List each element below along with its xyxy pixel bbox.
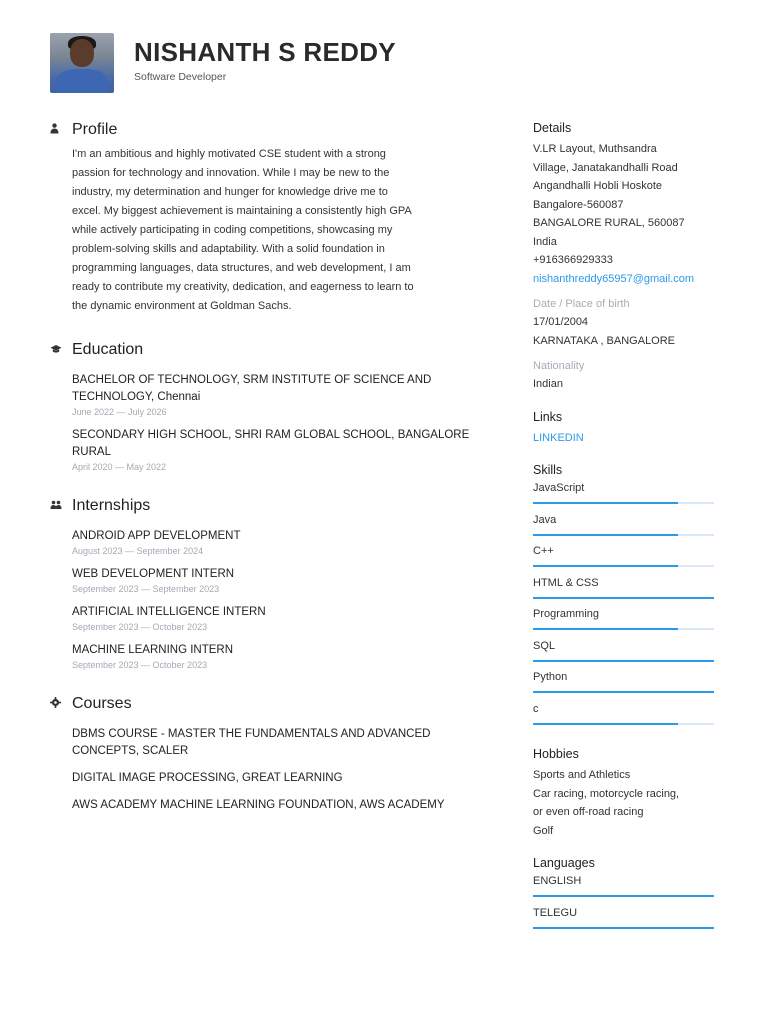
languages-block [533,856,723,935]
profile-heading: Profile [72,121,118,138]
skill-level-bar [533,660,714,662]
skill-level-fill [533,597,714,599]
hobby-line: or even off-road racing [533,806,644,818]
email-link[interactable]: nishanthreddy65957@gmail.com [533,272,694,285]
skill-level-fill [533,628,678,630]
education-title: SECONDARY HIGH SCHOOL, SHRI RAM GLOBAL SCHOOL, BANGALORE RURAL [72,429,470,458]
hobby-line: Golf [533,824,554,837]
course-item: DIGITAL IMAGE PROCESSING, GREAT LEARNING [72,772,343,784]
education-dates: April 2020 — May 2022 [72,462,167,472]
internship-entry [72,528,500,556]
skill-name: C++ [533,545,554,557]
links-heading: Links [533,409,563,424]
language-item [533,872,723,904]
profile-line: programming languages, data structures, and web development, I am [72,262,411,274]
profile-line: industry, my determination and hunger for knowledge drive me to [72,186,388,198]
language-level-bar [533,895,714,897]
skill-item [533,511,723,543]
course-item: AWS ACADEMY MACHINE LEARNING FOUNDATION, AWS ACADEMY [72,799,445,811]
nationality: Indian [533,378,563,390]
internship-dates: September 2023 — September 2023 [72,584,220,594]
internships-heading: Internships [72,497,151,514]
skill-name: Programming [533,608,600,620]
skill-level-fill [533,723,678,725]
profile-text [72,145,500,316]
sidebar [533,121,723,951]
details-heading: Details [533,121,572,135]
linkedin-link[interactable]: LINKEDIN [533,431,584,444]
courses-heading: Courses [72,695,132,712]
languages-list [533,872,723,935]
skill-name: SQL [533,639,556,652]
profile-line: the dynamic environment at Goldman Sachs. [72,300,292,312]
courses-header [50,692,500,716]
job-title: Software Developer [134,71,227,83]
skill-item [533,668,723,700]
skills-block [533,463,723,731]
birth-place: KARNATAKA , BANGALORE [533,334,676,347]
skill-level-bar [533,502,714,504]
hobby-line: Car racing, motorcycle racing, [533,787,680,800]
language-level-fill [533,927,714,929]
education-header [50,338,500,362]
internship-title: WEB DEVELOPMENT INTERN [72,568,235,580]
address-line: Bangalore-560087 [533,198,624,211]
people-icon [50,500,72,513]
profile-line: excel. My biggest achievement is maintaining a consistently high GPA [72,205,412,217]
skill-item [533,637,723,669]
birth-label: Date / Place of birth [533,298,630,310]
skill-name: HTML & CSS [533,576,599,589]
profile-section [50,118,500,316]
internship-entry [72,566,500,594]
name-block [134,37,396,83]
language-item [533,904,723,936]
skill-level-fill [533,534,678,536]
skill-level-bar [533,723,714,725]
internship-entry [72,604,500,632]
courses-section [50,692,500,814]
skill-level-bar [533,597,714,599]
internship-dates: September 2023 — October 2023 [72,660,208,670]
skill-name: c [533,702,539,715]
skill-level-bar [533,628,714,630]
internships-header [50,494,500,518]
address-line: BANGALORE RURAL, 560087 [533,217,685,229]
internships-section [50,494,500,670]
skill-level-fill [533,691,714,693]
profile-header [50,118,500,142]
internship-title: ARTIFICIAL INTELLIGENCE INTERN [72,606,266,618]
profile-line: while actively participating in coding competitions, showcasing my [72,224,393,236]
education-title: BACHELOR OF TECHNOLOGY, SRM INSTITUTE OF SCIENCE AND TECHNOLOGY, Chennai [72,374,432,403]
internship-title: MACHINE LEARNING INTERN [72,644,234,656]
hobbies-text [533,766,723,840]
main-column [50,118,500,836]
skill-item [533,479,723,511]
language-level-bar [533,927,714,929]
skill-name: JavaScript [533,482,585,494]
skill-item [533,574,723,606]
candidate-name: NISHANTH S REDDY [134,37,396,67]
resume-header [50,33,396,93]
languages-heading: Languages [533,856,595,870]
skills-heading: Skills [533,463,563,477]
profile-line: passion for technology and innovation. While I may be new to the [72,167,390,179]
graduation-cap-icon [50,344,72,357]
address-line: Angandhalli Hobli Hoskote [533,180,663,192]
internship-title: ANDROID APP DEVELOPMENT [72,530,241,542]
links-block [533,410,723,448]
skill-item [533,542,723,574]
profile-line: problem-solving skills and adaptability. With a solid foundation in [72,243,385,255]
hobby-line: Sports and Athletics [533,769,631,781]
education-entry [72,427,500,472]
education-section [50,338,500,472]
skill-name: Java [533,513,557,526]
address-line: Village, Janatakandhalli Road [533,161,678,174]
skill-level-fill [533,565,678,567]
skill-level-bar [533,534,714,536]
hobbies-heading: Hobbies [533,747,579,761]
avatar [50,33,114,93]
details-block [533,121,723,394]
skill-name: Python [533,671,568,683]
internship-dates: September 2023 — October 2023 [72,622,208,632]
address-line: V.LR Layout, Muthsandra [533,143,657,155]
gear-icon [50,697,72,711]
address [533,140,723,270]
profile-line: ready to contribute my creativity, dedication, and eagerness to learn to [72,281,414,293]
education-dates: June 2022 — July 2026 [72,407,167,417]
profile-line: I'm an ambitious and highly motivated CSE student with a strong [72,148,386,160]
phone-number: +916366929333 [533,254,613,266]
nationality-label: Nationality [533,360,585,372]
education-heading: Education [72,341,144,358]
course-item: DBMS COURSE - MASTER THE FUNDAMENTALS AND ADVANCED CONCEPTS, SCALER [72,728,431,757]
hobbies-block [533,747,723,840]
birth-date: 17/01/2004 [533,316,589,328]
skill-level-fill [533,502,678,504]
education-entry [72,372,500,417]
internship-dates: August 2023 — September 2024 [72,546,204,556]
skill-item [533,605,723,637]
skill-level-fill [533,660,714,662]
skill-level-bar [533,691,714,693]
language-name: TELEGU [533,906,578,919]
language-level-fill [533,895,714,897]
internship-entry [72,642,500,670]
address-line: India [533,235,557,248]
person-icon [50,123,72,137]
language-name: ENGLISH [533,875,582,887]
skill-level-bar [533,565,714,567]
skills-list [533,479,723,731]
skill-item [533,700,723,732]
